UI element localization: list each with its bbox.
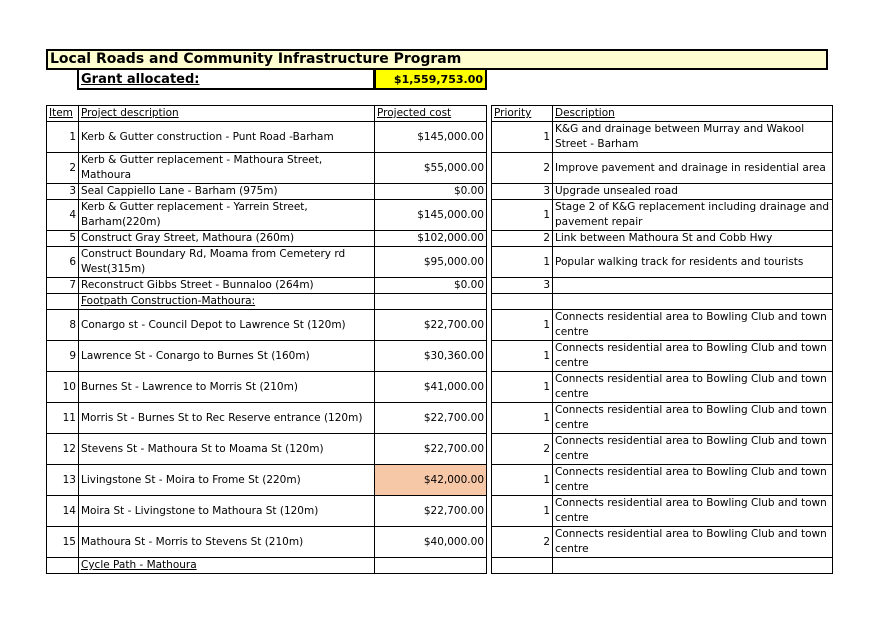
table-row	[47, 200, 833, 231]
section-title[interactable]: Cycle Path - Mathoura	[79, 558, 375, 574]
cell-priority[interactable]: 1	[492, 122, 553, 153]
cell-item[interactable]: 15	[47, 527, 79, 558]
cell-description[interactable]: Connects residential area to Bowling Club and town centre	[553, 496, 833, 527]
cell-project-description[interactable]: Stevens St - Mathoura St to Moama St (120m)	[79, 434, 375, 465]
cell-item[interactable]: 6	[47, 247, 79, 278]
cell-description[interactable]	[553, 294, 833, 310]
cell-priority[interactable]: 2	[492, 434, 553, 465]
cell-description[interactable]: Connects residential area to Bowling Club and town centre	[553, 403, 833, 434]
cell-item[interactable]: 8	[47, 310, 79, 341]
cell-priority[interactable]: 1	[492, 465, 553, 496]
cell-projected-cost[interactable]	[375, 558, 487, 574]
cell-item[interactable]: 9	[47, 341, 79, 372]
cell-item[interactable]: 14	[47, 496, 79, 527]
cell-project-description[interactable]: Kerb & Gutter replacement - Mathoura Street, Mathoura	[79, 153, 375, 184]
cell-projected-cost[interactable]: $145,000.00	[375, 200, 487, 231]
cell-projected-cost[interactable]: $41,000.00	[375, 372, 487, 403]
table-row	[47, 122, 833, 153]
cell-priority[interactable]: 1	[492, 341, 553, 372]
cell-project-description[interactable]: Seal Cappiello Lane - Barham (975m)	[79, 184, 375, 200]
header-description: Description	[553, 106, 833, 122]
cell-priority[interactable]: 1	[492, 372, 553, 403]
cell-item[interactable]: 2	[47, 153, 79, 184]
cell-project-description[interactable]: Conargo st - Council Depot to Lawrence St (120m)	[79, 310, 375, 341]
grant-allocated-value[interactable]: $1,559,753.00	[374, 70, 487, 90]
cell-item[interactable]: 4	[47, 200, 79, 231]
table-row	[47, 496, 833, 527]
cell-description[interactable]: Improve pavement and drainage in residential area	[553, 153, 833, 184]
cell-priority[interactable]: 1	[492, 200, 553, 231]
table-row	[47, 465, 833, 496]
cell-description[interactable]	[553, 278, 833, 294]
cell-priority[interactable]: 1	[492, 310, 553, 341]
table-row	[47, 310, 833, 341]
cell-projected-cost[interactable]	[375, 294, 487, 310]
table-row	[47, 278, 833, 294]
cell-priority[interactable]: 1	[492, 496, 553, 527]
table-row	[47, 341, 833, 372]
cell-projected-cost[interactable]: $22,700.00	[375, 310, 487, 341]
cell-projected-cost[interactable]: $42,000.00	[375, 465, 487, 496]
cell-item[interactable]: 10	[47, 372, 79, 403]
cell-priority[interactable]: 3	[492, 184, 553, 200]
cell-project-description[interactable]: Construct Boundary Rd, Moama from Cemetery rd West(315m)	[79, 247, 375, 278]
table-row	[47, 247, 833, 278]
cell-priority[interactable]: 2	[492, 527, 553, 558]
cell-item[interactable]: 7	[47, 278, 79, 294]
cell-description[interactable]: Connects residential area to Bowling Club and town centre	[553, 465, 833, 496]
cell-description[interactable]: K&G and drainage between Murray and Wakool Street - Barham	[553, 122, 833, 153]
header-project-description: Project description	[79, 106, 375, 122]
cell-description[interactable]: Connects residential area to Bowling Club and town centre	[553, 527, 833, 558]
cell-projected-cost[interactable]: $95,000.00	[375, 247, 487, 278]
cell-priority[interactable]: 2	[492, 153, 553, 184]
cell-projected-cost[interactable]: $55,000.00	[375, 153, 487, 184]
cell-project-description[interactable]: Livingstone St - Moira to Frome St (220m)	[79, 465, 375, 496]
cell-projected-cost[interactable]: $22,700.00	[375, 403, 487, 434]
cell-projected-cost[interactable]: $102,000.00	[375, 231, 487, 247]
cell-project-description[interactable]: Kerb & Gutter replacement - Yarrein Street, Barham(220m)	[79, 200, 375, 231]
projects-table	[46, 105, 833, 574]
table-row	[47, 434, 833, 465]
cell-project-description[interactable]: Morris St - Burnes St to Rec Reserve entrance (120m)	[79, 403, 375, 434]
cell-priority[interactable]	[492, 558, 553, 574]
cell-item[interactable]: 13	[47, 465, 79, 496]
grant-allocated-label: Grant allocated:	[77, 70, 375, 90]
cell-project-description[interactable]: Moira St - Livingstone to Mathoura St (120m)	[79, 496, 375, 527]
cell-projected-cost[interactable]: $0.00	[375, 184, 487, 200]
cell-item[interactable]: 12	[47, 434, 79, 465]
table-row	[47, 527, 833, 558]
cell-description[interactable]: Popular walking track for residents and tourists	[553, 247, 833, 278]
cell-priority[interactable]: 1	[492, 403, 553, 434]
sheet-title: Local Roads and Community Infrastructure Program	[46, 49, 828, 70]
cell-projected-cost[interactable]: $22,700.00	[375, 434, 487, 465]
section-row	[47, 294, 833, 310]
cell-description[interactable]	[553, 558, 833, 574]
cell-item[interactable]: 5	[47, 231, 79, 247]
cell-projected-cost[interactable]: $0.00	[375, 278, 487, 294]
table-row	[47, 372, 833, 403]
cell-project-description[interactable]: Construct Gray Street, Mathoura (260m)	[79, 231, 375, 247]
cell-description[interactable]: Upgrade unsealed road	[553, 184, 833, 200]
header-projected-cost: Projected cost	[375, 106, 487, 122]
cell-description[interactable]: Stage 2 of K&G replacement including drainage and pavement repair	[553, 200, 833, 231]
cell-item[interactable]: 1	[47, 122, 79, 153]
cell-project-description[interactable]: Kerb & Gutter construction - Punt Road -Barham	[79, 122, 375, 153]
cell-projected-cost[interactable]: $145,000.00	[375, 122, 487, 153]
cell-item[interactable]	[47, 294, 79, 310]
table-row	[47, 403, 833, 434]
table-row	[47, 153, 833, 184]
cell-priority[interactable]	[492, 294, 553, 310]
cell-description[interactable]: Connects residential area to Bowling Club and town centre	[553, 372, 833, 403]
cell-project-description[interactable]: Lawrence St - Conargo to Burnes St (160m)	[79, 341, 375, 372]
cell-item[interactable]: 3	[47, 184, 79, 200]
cell-priority[interactable]: 2	[492, 231, 553, 247]
cell-priority[interactable]: 1	[492, 247, 553, 278]
header-priority: Priority	[492, 106, 553, 122]
table-row	[47, 184, 833, 200]
table-row	[47, 231, 833, 247]
cell-projected-cost[interactable]: $40,000.00	[375, 527, 487, 558]
section-row	[47, 558, 833, 574]
table-header-row	[47, 106, 833, 122]
cell-priority[interactable]: 3	[492, 278, 553, 294]
cell-projected-cost[interactable]: $30,360.00	[375, 341, 487, 372]
cell-description[interactable]: Connects residential area to Bowling Club and town centre	[553, 341, 833, 372]
cell-description[interactable]: Link between Mathoura St and Cobb Hwy	[553, 231, 833, 247]
cell-description[interactable]: Connects residential area to Bowling Club and town centre	[553, 434, 833, 465]
section-title[interactable]: Footpath Construction-Mathoura:	[79, 294, 375, 310]
cell-projected-cost[interactable]: $22,700.00	[375, 496, 487, 527]
cell-project-description[interactable]: Burnes St - Lawrence to Morris St (210m)	[79, 372, 375, 403]
header-item: Item	[47, 106, 79, 122]
cell-project-description[interactable]: Reconstruct Gibbs Street - Bunnaloo (264m)	[79, 278, 375, 294]
cell-item[interactable]	[47, 558, 79, 574]
cell-project-description[interactable]: Mathoura St - Morris to Stevens St (210m)	[79, 527, 375, 558]
cell-description[interactable]: Connects residential area to Bowling Club and town centre	[553, 310, 833, 341]
cell-item[interactable]: 11	[47, 403, 79, 434]
